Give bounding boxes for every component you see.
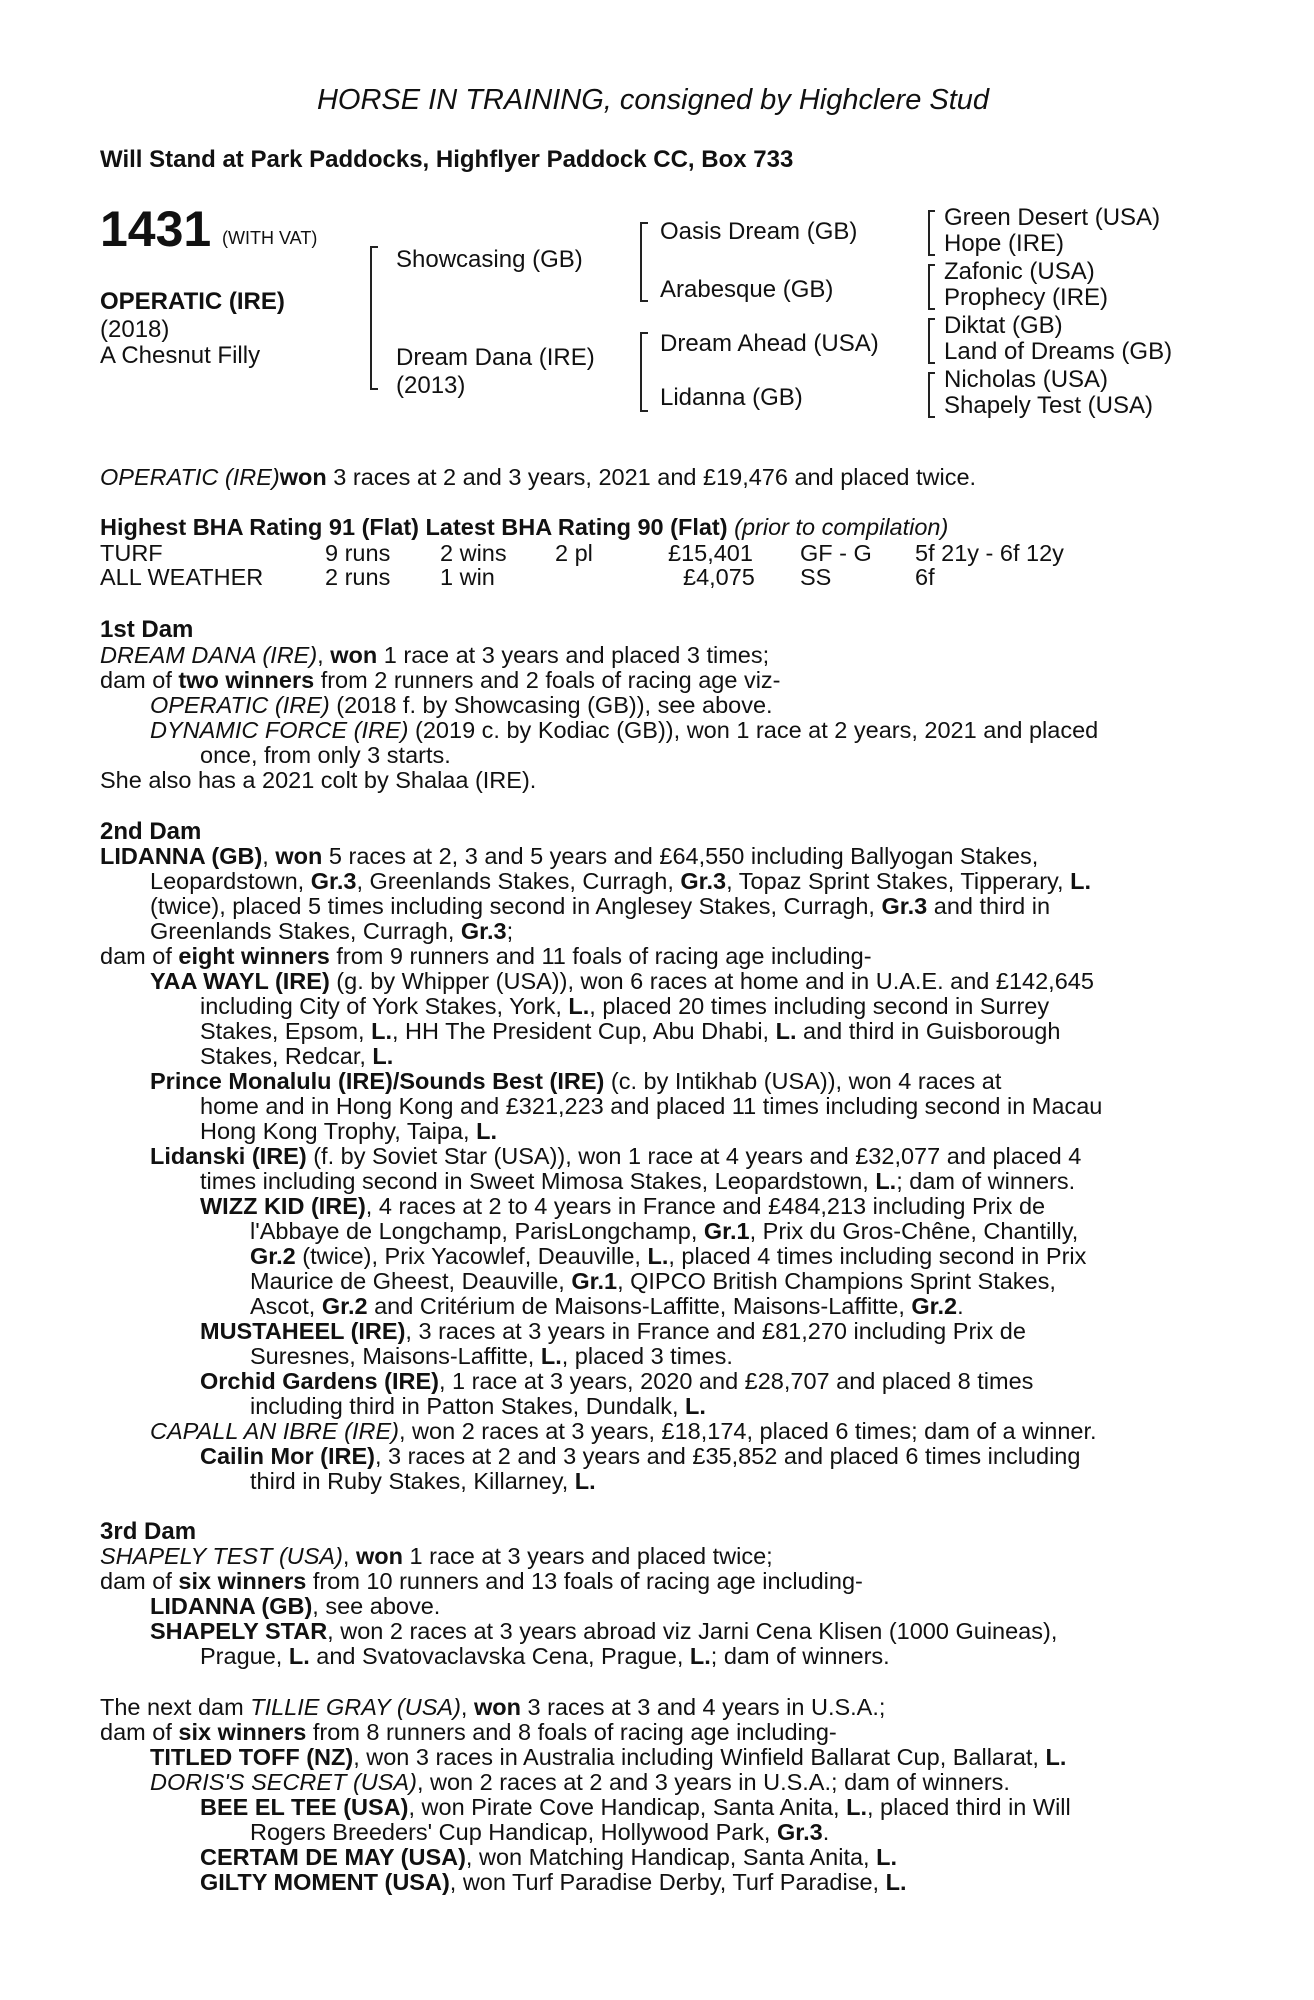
pedigree-g1: Green Desert (USA) — [944, 204, 1161, 231]
venue-line: Will Stand at Park Paddocks, Highflyer Paddock CC, Box 733 — [100, 146, 794, 173]
turf-runs: 9 runs — [325, 540, 391, 566]
turf-prize: £15,401 — [668, 540, 753, 566]
produce-doriss-secret: DORIS'S SECRET (USA), won 2 races at 2 and 3 years in U.S.A.; dam of winners. — [150, 1769, 1010, 1795]
produce-wizz-kid-5: Ascot, Gr.2 and Critérium de Maisons-Laffitte, Maisons-Laffitte, Gr.2. — [250, 1293, 964, 1319]
produce-orchid-gardens-2: including third in Patton Stakes, Dundalk, L. — [250, 1393, 706, 1419]
produce-titled-toff: TITLED TOFF (NZ), won 3 races in Australia including Winfield Ballarat Cup, Ballarat, L. — [150, 1744, 1067, 1770]
second-dam-produce: dam of eight winners from 9 runners and 11 foals of racing age including- — [100, 943, 872, 969]
pedigree-brace-3c — [928, 318, 935, 364]
produce-mustaheel: MUSTAHEEL (IRE), 3 races at 3 years in France and £81,270 including Prix de — [200, 1318, 1026, 1344]
produce-shapely-star: SHAPELY STAR, won 2 races at 3 years abroad viz Jarni Cena Klisen (1000 Guineas), — [150, 1618, 1058, 1644]
first-dam-produce: dam of two winners from 2 runners and 2 foals of racing age viz- — [100, 667, 781, 693]
produce-bee-el-tee: BEE EL TEE (USA), won Pirate Cove Handicap, Santa Anita, L., placed third in Will — [200, 1794, 1071, 1820]
pedigree-brace-3b — [928, 264, 935, 310]
pedigree-brace-2a — [640, 222, 648, 302]
produce-bee-el-tee-2: Rogers Breeders' Cup Handicap, Hollywood Park, Gr.3. — [250, 1819, 830, 1845]
produce-operatic: OPERATIC (IRE) (2018 f. by Showcasing (GB)), see above. — [150, 692, 773, 718]
pedigree-g3: Zafonic (USA) — [944, 258, 1095, 285]
produce-yaa-wayl-4: Stakes, Redcar, L. — [200, 1043, 394, 1069]
third-dam-produce: dam of six winners from 10 runners and 13 foals of racing age including- — [100, 1568, 863, 1594]
aw-going: SS — [800, 564, 832, 590]
pedigree-dam-year: (2013) — [396, 372, 466, 399]
second-dam-heading: 2nd Dam — [100, 818, 202, 845]
produce-yaa-wayl-2: including City of York Stakes, York, L., placed 20 times including second in Surrey — [200, 993, 1050, 1019]
pedigree-g7: Nicholas (USA) — [944, 366, 1109, 393]
pedigree-brace-2b — [640, 332, 648, 412]
first-dam-line: DREAM DANA (IRE), won 1 race at 3 years and placed 3 times; — [100, 642, 770, 668]
second-dam-line-4: Greenlands Stakes, Curragh, Gr.3; — [150, 918, 514, 944]
second-dam-line-3: (twice), placed 5 times including second in Anglesey Stakes, Curragh, Gr.3 and third in — [150, 893, 1051, 919]
turf-distance: 5f 21y - 6f 12y — [915, 540, 1064, 566]
turf-wins: 2 wins — [440, 540, 507, 566]
produce-capall-an-ibre: CAPALL AN IBRE (IRE), won 2 races at 3 years, £18,174, placed 6 times; dam of a winner. — [150, 1418, 1097, 1444]
produce-gilty-moment: GILTY MOMENT (USA), won Turf Paradise Derby, Turf Paradise, L. — [200, 1869, 907, 1895]
produce-prince-monalulu-3: Hong Kong Trophy, Taipa, L. — [200, 1118, 497, 1144]
produce-yaa-wayl-3: Stakes, Epsom, L., HH The President Cup, Abu Dhabi, L. and third in Guisborough — [200, 1018, 1061, 1044]
produce-yaa-wayl: YAA WAYL (IRE) (g. by Whipper (USA)), won 6 races at home and in U.A.E. and £142,645 — [150, 968, 1094, 994]
pedigree-sire-sire: Oasis Dream (GB) — [660, 218, 858, 245]
produce-shapely-star-2: Prague, L. and Svatovaclavska Cena, Prague, L.; dam of winners. — [200, 1643, 890, 1669]
foaling-year: (2018) — [100, 316, 170, 343]
pedigree-dam-sire: Dream Ahead (USA) — [660, 330, 879, 357]
aw-surface: ALL WEATHER — [100, 564, 264, 590]
produce-lidanski: Lidanski (IRE) (f. by Soviet Star (USA)), won 1 race at 4 years and £32,077 and placed 4 — [150, 1143, 1082, 1169]
lot-number: 1431 — [100, 201, 212, 257]
aw-distance: 6f — [915, 564, 935, 590]
first-dam-heading: 1st Dam — [100, 616, 194, 643]
pedigree-g6: Land of Dreams (GB) — [944, 338, 1173, 365]
produce-orchid-gardens: Orchid Gardens (IRE), 1 race at 3 years, 2020 and £28,707 and placed 8 times — [200, 1368, 1034, 1394]
produce-prince-monalulu: Prince Monalulu (IRE)/Sounds Best (IRE) (c. by Intikhab (USA)), won 4 races at — [150, 1068, 1002, 1094]
next-dam-produce: dam of six winners from 8 runners and 8 foals of racing age including- — [100, 1719, 837, 1745]
turf-going: GF - G — [800, 540, 872, 566]
third-dam-heading: 3rd Dam — [100, 1518, 197, 1545]
produce-dynamic-force: DYNAMIC FORCE (IRE) (2019 c. by Kodiac (GB)), won 1 race at 2 years, 2021 and placed — [150, 717, 1099, 743]
pedigree-brace-3d — [928, 372, 935, 418]
pedigree-sire: Showcasing (GB) — [396, 246, 583, 273]
pedigree-brace-1 — [370, 246, 378, 390]
second-dam-line-1: LIDANNA (GB), won 5 races at 2, 3 and 5 years and £64,550 including Ballyogan Stakes, — [100, 843, 1039, 869]
aw-wins: 1 win — [440, 564, 495, 590]
pedigree-sire-dam: Arabesque (GB) — [660, 276, 834, 303]
aw-prize: £4,075 — [683, 564, 755, 590]
third-dam-line: SHAPELY TEST (USA), won 1 race at 3 years and placed twice; — [100, 1543, 773, 1569]
produce-cailin-mor-2: third in Ruby Stakes, Killarney, L. — [250, 1468, 596, 1494]
bha-ratings: Highest BHA Rating 91 (Flat) Latest BHA Rating 90 (Flat) (prior to compilation) — [100, 514, 949, 540]
pedigree-brace-3a — [928, 210, 935, 256]
produce-wizz-kid-3: Gr.2 (twice), Prix Yacowlef, Deauville, L., placed 4 times including second in Prix — [250, 1243, 1087, 1269]
turf-surface: TURF — [100, 540, 163, 566]
produce-lidanski-2: times including second in Sweet Mimosa Stakes, Leopardstown, L.; dam of winners. — [200, 1168, 1076, 1194]
turf-placed: 2 pl — [555, 540, 593, 566]
pedigree-dam-dam: Lidanna (GB) — [660, 384, 803, 411]
page-title: HORSE IN TRAINING, consigned by Highclere Stud — [316, 84, 990, 116]
produce-wizz-kid: WIZZ KID (IRE), 4 races at 2 to 4 years in France and £484,213 including Prix de — [200, 1193, 1046, 1219]
produce-certam-de-may: CERTAM DE MAY (USA), won Matching Handicap, Santa Anita, L. — [200, 1844, 898, 1870]
pedigree-g4: Prophecy (IRE) — [944, 284, 1109, 311]
pedigree-g2: Hope (IRE) — [944, 230, 1065, 257]
produce-mustaheel-2: Suresnes, Maisons-Laffitte, L., placed 3 times. — [250, 1343, 733, 1369]
produce-lidanna: LIDANNA (GB), see above. — [150, 1593, 441, 1619]
first-dam-note: She also has a 2021 colt by Shalaa (IRE). — [100, 767, 537, 793]
pedigree-dam: Dream Dana (IRE) — [396, 344, 595, 371]
vat-note: (WITH VAT) — [222, 228, 318, 248]
produce-prince-monalulu-2: home and in Hong Kong and £321,223 and placed 11 times including second in Macau — [200, 1093, 1103, 1119]
second-dam-line-2: Leopardstown, Gr.3, Greenlands Stakes, Curragh, Gr.3, Topaz Sprint Stakes, Tipperary, L. — [150, 868, 1091, 894]
race-summary: OPERATIC (IRE)won 3 races at 2 and 3 years, 2021 and £19,476 and placed twice. — [100, 464, 977, 490]
pedigree-g5: Diktat (GB) — [944, 312, 1063, 339]
horse-description: A Chesnut Filly — [100, 342, 261, 369]
next-dam-line: The next dam TILLIE GRAY (USA), won 3 races at 3 and 4 years in U.S.A.; — [100, 1694, 886, 1720]
aw-runs: 2 runs — [325, 564, 391, 590]
produce-cailin-mor: Cailin Mor (IRE), 3 races at 2 and 3 years and £35,852 and placed 6 times including — [200, 1443, 1081, 1469]
pedigree-g8: Shapely Test (USA) — [944, 392, 1153, 419]
horse-name: OPERATIC (IRE) — [100, 288, 285, 315]
produce-dynamic-force-cont: once, from only 3 starts. — [200, 742, 451, 768]
produce-wizz-kid-4: Maurice de Gheest, Deauville, Gr.1, QIPCO British Champions Sprint Stakes, — [250, 1268, 1056, 1294]
produce-wizz-kid-2: l'Abbaye de Longchamp, ParisLongchamp, Gr.1, Prix du Gros-Chêne, Chantilly, — [250, 1218, 1079, 1244]
